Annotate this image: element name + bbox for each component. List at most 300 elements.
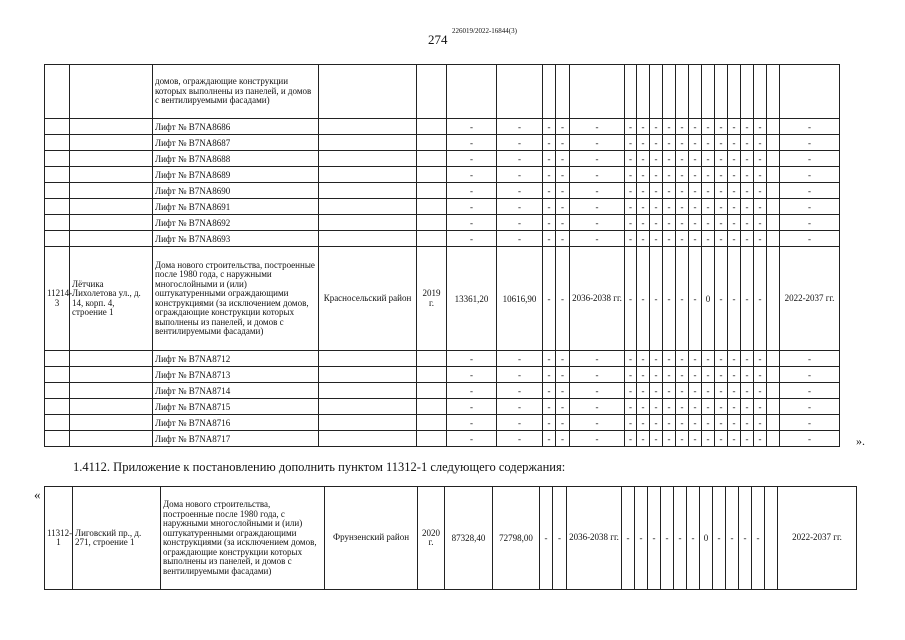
dash-cell: - bbox=[689, 215, 702, 231]
dash-cell: - bbox=[570, 399, 625, 415]
table-row-lift bbox=[45, 367, 840, 383]
dash-cell: - bbox=[543, 383, 556, 399]
dash-cell: - bbox=[676, 247, 689, 351]
dash-cell: - bbox=[650, 183, 663, 199]
dash-cell: - bbox=[676, 199, 689, 215]
dash-cell: - bbox=[625, 383, 637, 399]
dash-cell: - bbox=[702, 367, 715, 383]
dash-cell: - bbox=[741, 383, 754, 399]
dash-cell: - bbox=[728, 247, 741, 351]
dash-cell: - bbox=[447, 215, 497, 231]
dash-cell: - bbox=[676, 351, 689, 367]
dash-cell: - bbox=[543, 367, 556, 383]
dash-cell: - bbox=[728, 231, 741, 247]
dash-cell: - bbox=[650, 199, 663, 215]
dash-cell: - bbox=[728, 415, 741, 431]
dash-cell: - bbox=[689, 247, 702, 351]
dash-cell: - bbox=[715, 351, 728, 367]
dash-cell: - bbox=[754, 135, 767, 151]
dash-cell: - bbox=[570, 167, 625, 183]
dash-cell: - bbox=[676, 431, 689, 447]
dash-cell: - bbox=[754, 215, 767, 231]
dash-cell: - bbox=[741, 247, 754, 351]
dash-cell: - bbox=[741, 183, 754, 199]
lift-label: Лифт № B7NA8715 bbox=[153, 399, 319, 415]
dash-cell: - bbox=[637, 183, 650, 199]
dash-cell: - bbox=[728, 151, 741, 167]
dash-cell: - bbox=[780, 199, 840, 215]
dash-cell: - bbox=[625, 119, 637, 135]
dash-cell: - bbox=[622, 487, 635, 590]
dash-cell: - bbox=[556, 231, 570, 247]
repair-period: 2036-2038 гг. bbox=[567, 487, 622, 590]
lift-label: Лифт № B7NA8712 bbox=[153, 351, 319, 367]
dash-cell: - bbox=[650, 383, 663, 399]
building-number: 11214-3 bbox=[45, 247, 70, 351]
dash-cell: - bbox=[447, 399, 497, 415]
dash-cell: - bbox=[447, 135, 497, 151]
repair-period-2: 2022-2037 гг. bbox=[780, 247, 840, 351]
dash-cell: - bbox=[570, 183, 625, 199]
dash-cell: - bbox=[663, 247, 676, 351]
table-row-lift bbox=[45, 151, 840, 167]
build-year: 2019 г. bbox=[417, 247, 447, 351]
dash-cell: - bbox=[741, 431, 754, 447]
dash-cell: - bbox=[689, 367, 702, 383]
table-row-lift bbox=[45, 119, 840, 135]
dash-cell: - bbox=[625, 183, 637, 199]
dash-cell: - bbox=[663, 167, 676, 183]
dash-cell: - bbox=[754, 431, 767, 447]
dash-cell: - bbox=[728, 431, 741, 447]
dash-cell: - bbox=[447, 351, 497, 367]
dash-cell: - bbox=[663, 183, 676, 199]
dash-cell: - bbox=[728, 351, 741, 367]
dash-cell: - bbox=[637, 383, 650, 399]
dash-cell: - bbox=[702, 183, 715, 199]
dash-cell: - bbox=[715, 199, 728, 215]
dash-cell: - bbox=[497, 199, 543, 215]
dash-cell: - bbox=[689, 351, 702, 367]
dash-cell: - bbox=[663, 383, 676, 399]
dash-cell: - bbox=[715, 383, 728, 399]
dash-cell: - bbox=[663, 367, 676, 383]
dash-cell: - bbox=[780, 231, 840, 247]
dash-cell: - bbox=[625, 431, 637, 447]
dash-cell: - bbox=[780, 119, 840, 135]
dash-cell: - bbox=[674, 487, 687, 590]
dash-cell: - bbox=[625, 415, 637, 431]
dash-cell: - bbox=[728, 119, 741, 135]
dash-cell: - bbox=[663, 415, 676, 431]
district: Красносельский район bbox=[319, 247, 417, 351]
dash-cell: - bbox=[702, 151, 715, 167]
dash-cell: - bbox=[728, 215, 741, 231]
dash-cell: - bbox=[728, 199, 741, 215]
dash-cell: - bbox=[676, 383, 689, 399]
dash-cell: - bbox=[780, 399, 840, 415]
dash-cell: - bbox=[741, 151, 754, 167]
table-row bbox=[45, 65, 840, 119]
dash-cell: - bbox=[726, 487, 739, 590]
dash-cell: - bbox=[754, 151, 767, 167]
dash-cell: - bbox=[625, 367, 637, 383]
dash-cell: - bbox=[754, 119, 767, 135]
dash-cell: - bbox=[715, 135, 728, 151]
dash-cell: - bbox=[754, 199, 767, 215]
table-row-lift bbox=[45, 399, 840, 415]
building-description: Дома нового строительства, построенные после 1980 года, с наружными многослойными и (или) оштукатуренными ограждающими конструкциями (за исключением домов, ограждающие конструкции которых выполнены из панелей, и домов с вентилируемыми фасадами) bbox=[161, 487, 325, 590]
building-address: Лиговский пр., д. 271, строение 1 bbox=[73, 487, 161, 590]
dash-cell: - bbox=[648, 487, 661, 590]
dash-cell: - bbox=[650, 215, 663, 231]
dash-cell: - bbox=[676, 231, 689, 247]
dash-cell: - bbox=[663, 399, 676, 415]
dash-cell: - bbox=[728, 135, 741, 151]
dash-cell: - bbox=[676, 167, 689, 183]
dash-cell: - bbox=[715, 231, 728, 247]
dash-cell: - bbox=[540, 487, 553, 590]
dash-cell: - bbox=[663, 215, 676, 231]
dash-cell: - bbox=[689, 135, 702, 151]
dash-cell: - bbox=[556, 367, 570, 383]
dash-cell: - bbox=[702, 351, 715, 367]
dash-cell: - bbox=[702, 399, 715, 415]
dash-cell: - bbox=[780, 431, 840, 447]
dash-cell: - bbox=[543, 247, 556, 351]
dash-cell: - bbox=[556, 399, 570, 415]
dash-cell: - bbox=[689, 383, 702, 399]
dash-cell: - bbox=[637, 119, 650, 135]
dash-cell: - bbox=[637, 399, 650, 415]
dash-cell: - bbox=[728, 383, 741, 399]
opening-quote: « bbox=[34, 487, 41, 502]
dash-cell: - bbox=[543, 167, 556, 183]
dash-cell: - bbox=[715, 431, 728, 447]
repair-period-2: 2022-2037 гг. bbox=[778, 487, 857, 590]
dash-cell: - bbox=[715, 415, 728, 431]
dash-cell: - bbox=[780, 183, 840, 199]
dash-cell: - bbox=[556, 431, 570, 447]
dash-cell bbox=[767, 247, 780, 351]
dash-cell: - bbox=[447, 383, 497, 399]
dash-cell: - bbox=[676, 183, 689, 199]
dash-cell: - bbox=[637, 151, 650, 167]
dash-cell: - bbox=[702, 383, 715, 399]
dash-cell: - bbox=[570, 383, 625, 399]
table-row-lift bbox=[45, 215, 840, 231]
dash-cell: - bbox=[689, 167, 702, 183]
dash-cell: - bbox=[447, 367, 497, 383]
dash-cell: - bbox=[754, 247, 767, 351]
dash-cell: - bbox=[728, 367, 741, 383]
dash-cell: - bbox=[570, 367, 625, 383]
document-id: 226019/2022-16844(3) bbox=[452, 27, 517, 35]
dash-cell: - bbox=[676, 119, 689, 135]
dash-cell: - bbox=[625, 215, 637, 231]
dash-cell: - bbox=[715, 183, 728, 199]
table-row-lift bbox=[45, 183, 840, 199]
build-year: 2020 г. bbox=[418, 487, 445, 590]
dash-cell: - bbox=[556, 183, 570, 199]
dash-cell: - bbox=[702, 167, 715, 183]
dash-cell: - bbox=[741, 231, 754, 247]
dash-cell: - bbox=[663, 119, 676, 135]
dash-cell: - bbox=[556, 215, 570, 231]
dash-cell: - bbox=[780, 151, 840, 167]
dash-cell: - bbox=[676, 135, 689, 151]
dash-cell: - bbox=[447, 431, 497, 447]
dash-cell: - bbox=[497, 183, 543, 199]
table-row-lift bbox=[45, 351, 840, 367]
dash-cell: - bbox=[663, 231, 676, 247]
dash-cell: - bbox=[447, 167, 497, 183]
dash-cell: - bbox=[447, 151, 497, 167]
dash-cell: - bbox=[780, 135, 840, 151]
area-living: 10616,90 bbox=[497, 247, 543, 351]
dash-cell: - bbox=[570, 215, 625, 231]
dash-cell: - bbox=[570, 431, 625, 447]
table-row-lift bbox=[45, 167, 840, 183]
dash-cell: - bbox=[447, 119, 497, 135]
dash-cell: - bbox=[497, 151, 543, 167]
dash-cell: - bbox=[780, 215, 840, 231]
dash-cell: - bbox=[625, 247, 637, 351]
dash-cell: - bbox=[780, 367, 840, 383]
table-row-lift bbox=[45, 431, 840, 447]
dash-cell: - bbox=[447, 199, 497, 215]
district: Фрунзенский район bbox=[325, 487, 418, 590]
dash-cell: - bbox=[663, 199, 676, 215]
dash-cell: - bbox=[741, 399, 754, 415]
lift-label: Лифт № B7NA8687 bbox=[153, 135, 319, 151]
lift-label: Лифт № B7NA8717 bbox=[153, 431, 319, 447]
dash-cell: - bbox=[497, 383, 543, 399]
dash-cell: - bbox=[543, 231, 556, 247]
dash-cell: - bbox=[556, 151, 570, 167]
table-addition bbox=[44, 486, 857, 590]
dash-cell: - bbox=[650, 135, 663, 151]
dash-cell: - bbox=[702, 231, 715, 247]
dash-cell: - bbox=[754, 231, 767, 247]
dash-cell: - bbox=[689, 431, 702, 447]
dash-cell: - bbox=[625, 199, 637, 215]
zero-cell: 0 bbox=[702, 247, 715, 351]
dash-cell: - bbox=[702, 415, 715, 431]
dash-cell: - bbox=[497, 231, 543, 247]
dash-cell: - bbox=[556, 119, 570, 135]
dash-cell: - bbox=[497, 135, 543, 151]
dash-cell: - bbox=[663, 431, 676, 447]
dash-cell: - bbox=[497, 215, 543, 231]
building-address: Лётчика Лихолетова ул., д. 14, корп. 4, строение 1 bbox=[70, 247, 153, 351]
dash-cell: - bbox=[625, 135, 637, 151]
dash-cell: - bbox=[780, 167, 840, 183]
dash-cell: - bbox=[754, 415, 767, 431]
dash-cell bbox=[765, 487, 778, 590]
area-total: 87328,40 bbox=[445, 487, 493, 590]
dash-cell: - bbox=[637, 231, 650, 247]
building-description: Дома нового строительства, построенные после 1980 года, с наружными многослойными и (или) оштукатуренными ограждающими конструкциями (за исключением домов, ограждающие конструкции которых выполнены из панелей, и домов с вентилируемыми фасадами) bbox=[153, 247, 319, 351]
dash-cell: - bbox=[637, 199, 650, 215]
dash-cell: - bbox=[739, 487, 752, 590]
dash-cell: - bbox=[570, 119, 625, 135]
lift-label: Лифт № B7NA8690 bbox=[153, 183, 319, 199]
dash-cell: - bbox=[625, 399, 637, 415]
dash-cell: - bbox=[689, 119, 702, 135]
dash-cell: - bbox=[497, 351, 543, 367]
dash-cell: - bbox=[780, 383, 840, 399]
dash-cell: - bbox=[741, 351, 754, 367]
dash-cell: - bbox=[663, 151, 676, 167]
dash-cell: - bbox=[715, 367, 728, 383]
dash-cell: - bbox=[570, 199, 625, 215]
dash-cell: - bbox=[543, 183, 556, 199]
dash-cell: - bbox=[637, 167, 650, 183]
dash-cell: - bbox=[497, 399, 543, 415]
table-row-lift bbox=[45, 199, 840, 215]
dash-cell: - bbox=[570, 231, 625, 247]
table-row-building bbox=[45, 487, 857, 590]
dash-cell: - bbox=[543, 135, 556, 151]
dash-cell: - bbox=[556, 167, 570, 183]
dash-cell: - bbox=[556, 135, 570, 151]
dash-cell: - bbox=[556, 351, 570, 367]
dash-cell: - bbox=[570, 151, 625, 167]
dash-cell: - bbox=[661, 487, 674, 590]
dash-cell: - bbox=[543, 119, 556, 135]
dash-cell: - bbox=[625, 231, 637, 247]
dash-cell: - bbox=[715, 151, 728, 167]
lift-label: Лифт № B7NA8714 bbox=[153, 383, 319, 399]
dash-cell: - bbox=[650, 151, 663, 167]
dash-cell: - bbox=[754, 183, 767, 199]
dash-cell: - bbox=[637, 415, 650, 431]
dash-cell: - bbox=[543, 215, 556, 231]
dash-cell: - bbox=[754, 383, 767, 399]
dash-cell: - bbox=[556, 415, 570, 431]
dash-cell: - bbox=[752, 487, 765, 590]
dash-cell: - bbox=[780, 415, 840, 431]
dash-cell: - bbox=[650, 399, 663, 415]
dash-cell: - bbox=[754, 367, 767, 383]
dash-cell: - bbox=[689, 199, 702, 215]
table-row-building bbox=[45, 247, 840, 351]
dash-cell: - bbox=[689, 183, 702, 199]
dash-cell: - bbox=[556, 247, 570, 351]
dash-cell: - bbox=[637, 431, 650, 447]
dash-cell: - bbox=[728, 399, 741, 415]
dash-cell: - bbox=[715, 119, 728, 135]
lift-label: Лифт № B7NA8691 bbox=[153, 199, 319, 215]
dash-cell: - bbox=[741, 167, 754, 183]
dash-cell: - bbox=[728, 183, 741, 199]
dash-cell: - bbox=[556, 383, 570, 399]
dash-cell: - bbox=[689, 415, 702, 431]
dash-cell: - bbox=[625, 151, 637, 167]
dash-cell: - bbox=[650, 431, 663, 447]
dash-cell: - bbox=[715, 247, 728, 351]
dash-cell: - bbox=[689, 399, 702, 415]
dash-cell: - bbox=[702, 215, 715, 231]
dash-cell: - bbox=[553, 487, 567, 590]
dash-cell: - bbox=[570, 415, 625, 431]
table-row-lift bbox=[45, 231, 840, 247]
dash-cell: - bbox=[497, 367, 543, 383]
dash-cell: - bbox=[497, 119, 543, 135]
dash-cell: - bbox=[497, 167, 543, 183]
dash-cell: - bbox=[754, 167, 767, 183]
dash-cell: - bbox=[713, 487, 726, 590]
dash-cell: - bbox=[543, 415, 556, 431]
dash-cell: - bbox=[728, 167, 741, 183]
dash-cell: - bbox=[702, 135, 715, 151]
dash-cell: - bbox=[741, 119, 754, 135]
dash-cell: - bbox=[556, 199, 570, 215]
dash-cell: - bbox=[702, 119, 715, 135]
lift-label: Лифт № B7NA8689 bbox=[153, 167, 319, 183]
dash-cell: - bbox=[741, 415, 754, 431]
dash-cell: - bbox=[689, 231, 702, 247]
table-row-lift bbox=[45, 383, 840, 399]
dash-cell: - bbox=[687, 487, 700, 590]
dash-cell: - bbox=[543, 431, 556, 447]
paragraph-text: 1.4112. Приложение к постановлению дополнить пунктом 11312-1 следующего содержания: bbox=[73, 460, 566, 474]
dash-cell: - bbox=[676, 415, 689, 431]
dash-cell: - bbox=[702, 431, 715, 447]
dash-cell: - bbox=[497, 415, 543, 431]
repair-period: 2036-2038 гг. bbox=[570, 247, 625, 351]
dash-cell: - bbox=[676, 399, 689, 415]
dash-cell: - bbox=[663, 351, 676, 367]
dash-cell: - bbox=[637, 351, 650, 367]
dash-cell: - bbox=[663, 135, 676, 151]
dash-cell: - bbox=[650, 367, 663, 383]
lift-label: Лифт № B7NA8713 bbox=[153, 367, 319, 383]
dash-cell: - bbox=[543, 351, 556, 367]
table-main bbox=[44, 64, 840, 447]
dash-cell: - bbox=[543, 151, 556, 167]
dash-cell: - bbox=[650, 119, 663, 135]
dash-cell: - bbox=[635, 487, 648, 590]
dash-cell: - bbox=[754, 351, 767, 367]
dash-cell: - bbox=[543, 399, 556, 415]
dash-cell: - bbox=[570, 135, 625, 151]
dash-cell: - bbox=[637, 247, 650, 351]
dash-cell: - bbox=[741, 135, 754, 151]
page-number: 274 bbox=[428, 32, 448, 47]
dash-cell: - bbox=[447, 183, 497, 199]
dash-cell: - bbox=[754, 399, 767, 415]
lift-label: Лифт № B7NA8692 bbox=[153, 215, 319, 231]
dash-cell: - bbox=[447, 415, 497, 431]
dash-cell: - bbox=[676, 151, 689, 167]
dash-cell: - bbox=[676, 215, 689, 231]
lift-label: Лифт № B7NA8693 bbox=[153, 231, 319, 247]
dash-cell: - bbox=[497, 431, 543, 447]
dash-cell: - bbox=[650, 247, 663, 351]
zero-cell: 0 bbox=[700, 487, 713, 590]
table-row-lift bbox=[45, 415, 840, 431]
dash-cell: - bbox=[650, 351, 663, 367]
area-living: 72798,00 bbox=[493, 487, 540, 590]
lift-label: Лифт № B7NA8716 bbox=[153, 415, 319, 431]
lift-label: Лифт № B7NA8686 bbox=[153, 119, 319, 135]
dash-cell: - bbox=[650, 415, 663, 431]
dash-cell: - bbox=[570, 351, 625, 367]
dash-cell: - bbox=[637, 215, 650, 231]
dash-cell: - bbox=[689, 151, 702, 167]
